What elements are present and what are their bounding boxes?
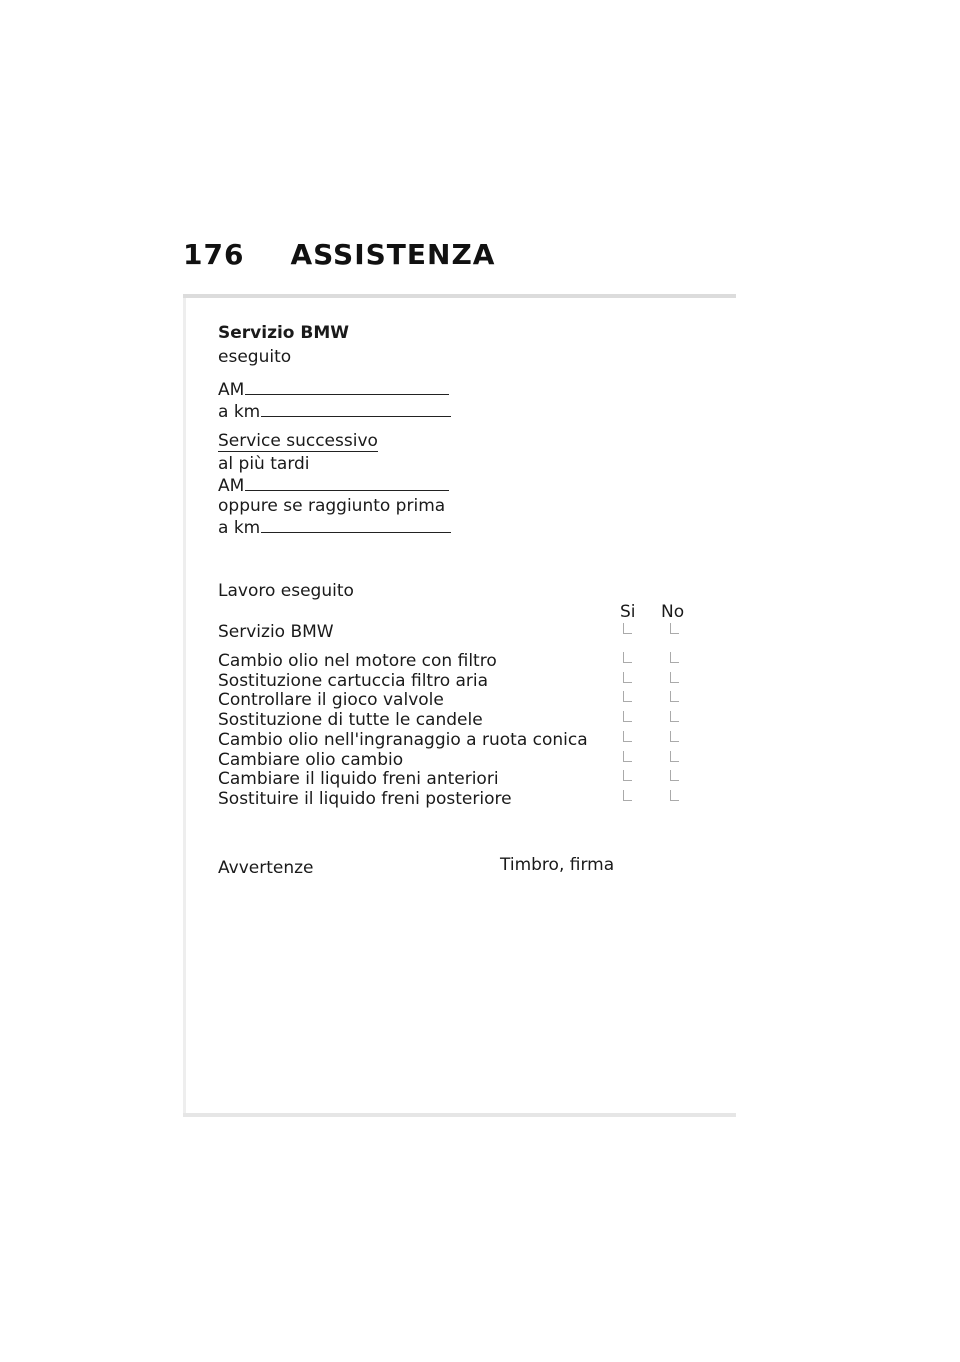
am-entry-line[interactable] [245, 378, 449, 395]
checkbox-no[interactable] [670, 770, 679, 781]
next-km-entry-line[interactable] [261, 516, 451, 533]
top-divider [183, 294, 736, 298]
service-done-label: eseguito [218, 347, 292, 367]
page-header [183, 238, 495, 271]
latest-label: al più tardi [218, 454, 310, 474]
bottom-divider [183, 1113, 736, 1117]
work-item: Cambio olio nel motore con filtro [218, 651, 497, 671]
work-item: Sostituire il liquido freni posteriore [218, 789, 512, 809]
am-field[interactable] [218, 378, 449, 401]
next-service-label: Service successivo [218, 431, 378, 451]
checkbox-yes[interactable] [623, 711, 632, 722]
work-item: Sostituzione cartuccia filtro aria [218, 671, 489, 691]
work-item: Sostituzione di tutte le candele [218, 710, 483, 730]
next-am-entry-line[interactable] [245, 474, 449, 491]
checkbox-yes[interactable] [623, 731, 632, 742]
section-title: ASSISTENZA [290, 238, 496, 271]
notes-label: Avvertenze [218, 858, 314, 878]
next-am-label: AM [218, 476, 245, 496]
service-title: Servizio BMW [218, 323, 350, 343]
stamp-label: Timbro, firma [500, 855, 615, 875]
checkbox-yes[interactable] [623, 751, 632, 762]
next-am-field[interactable] [218, 474, 449, 497]
km-entry-line[interactable] [261, 400, 451, 417]
work-item: Cambiare il liquido freni anteriori [218, 769, 499, 789]
next-km-label: a km [218, 518, 261, 538]
next-km-field[interactable] [218, 516, 451, 539]
checkbox-yes[interactable] [623, 652, 632, 663]
work-item: Cambiare olio cambio [218, 750, 404, 770]
am-label: AM [218, 380, 245, 400]
col-no-header: No [661, 602, 685, 622]
checkbox-yes[interactable] [623, 770, 632, 781]
work-item: Controllare il gioco valvole [218, 690, 444, 710]
checkbox-no[interactable] [670, 623, 679, 634]
checkbox-yes[interactable] [623, 623, 632, 634]
checkbox-yes[interactable] [623, 691, 632, 702]
left-margin-rule [183, 298, 186, 1113]
next-service-heading [218, 430, 378, 452]
checkbox-no[interactable] [670, 751, 679, 762]
checkbox-yes[interactable] [623, 672, 632, 683]
work-title: Lavoro eseguito [218, 581, 354, 601]
work-item: Cambio olio nell'ingranaggio a ruota conica [218, 730, 588, 750]
or-label: oppure se raggiunto prima [218, 496, 446, 516]
checkbox-no[interactable] [670, 672, 679, 683]
checkbox-no[interactable] [670, 652, 679, 663]
checkbox-no[interactable] [670, 711, 679, 722]
work-item-first: Servizio BMW [218, 622, 334, 642]
km-label: a km [218, 402, 261, 422]
checkbox-yes[interactable] [623, 790, 632, 801]
km-field[interactable] [218, 400, 451, 423]
checkbox-no[interactable] [670, 731, 679, 742]
checkbox-no[interactable] [670, 790, 679, 801]
page-number: 176 [183, 238, 245, 271]
col-yes-header: Si [620, 602, 636, 622]
checkbox-no[interactable] [670, 691, 679, 702]
